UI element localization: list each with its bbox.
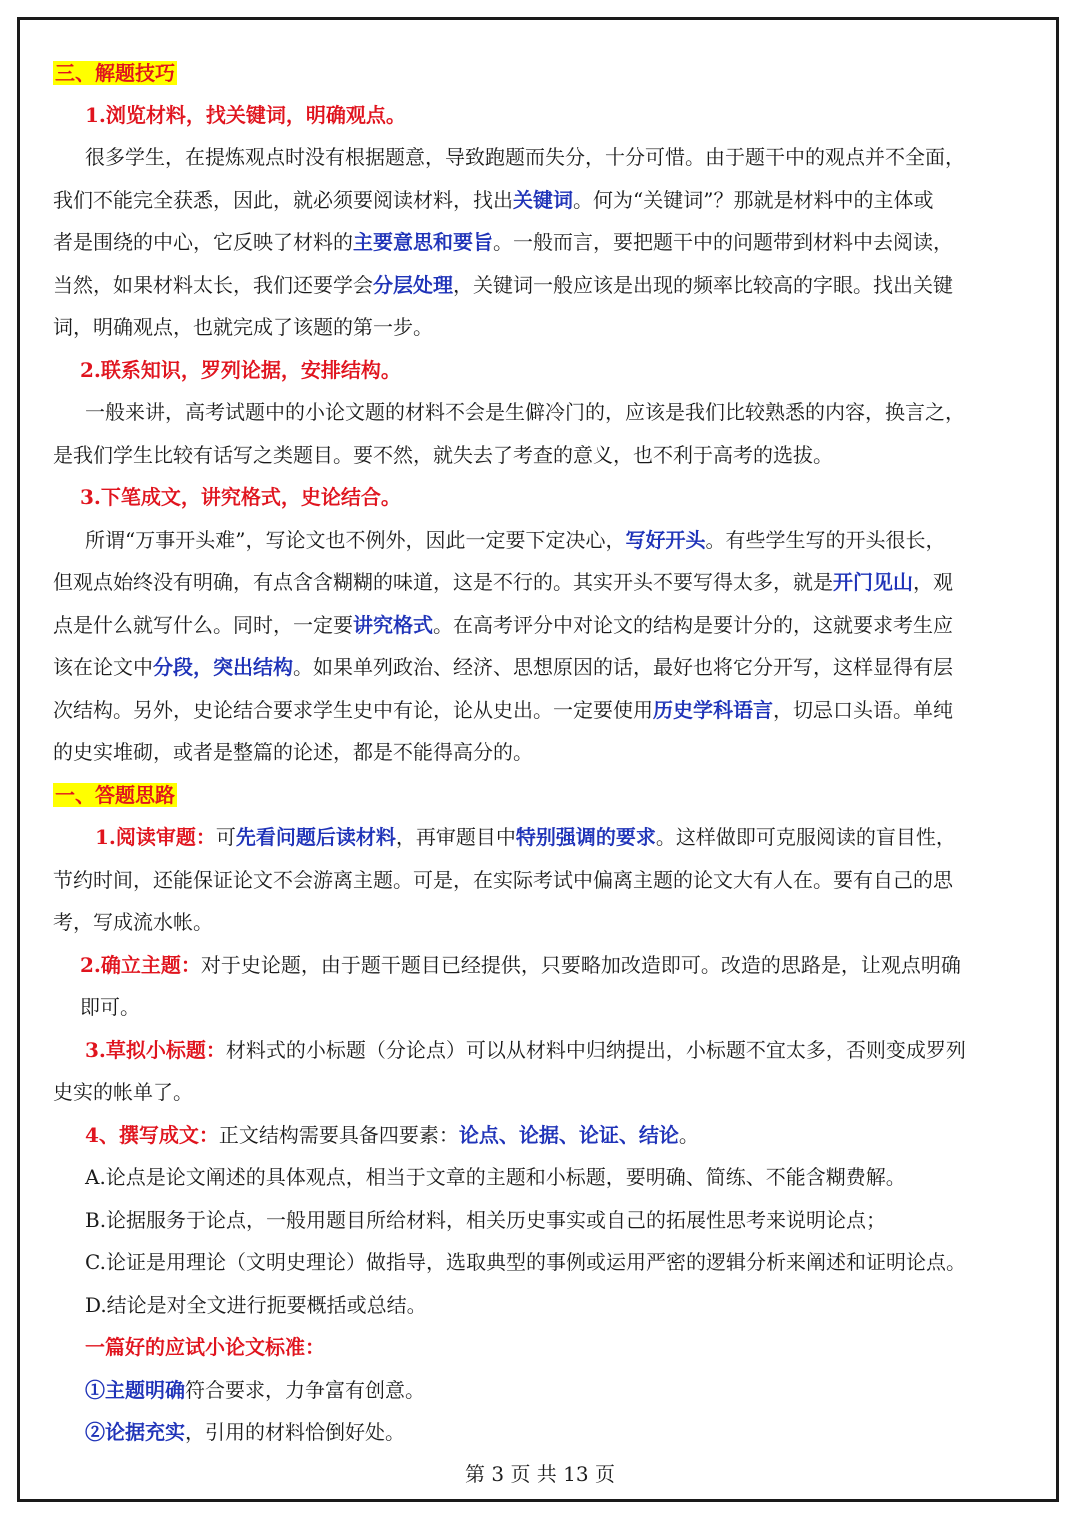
paragraph-line: 一般来讲，高考试题中的小论文题的材料不会是生僻冷门的，应该是我们比较熟悉的内容，换言之， bbox=[85, 400, 965, 424]
paragraph-line: 3.草拟小标题：材料式的小标题（分论点）可以从材料中归纳提出，小标题不宜太多，否则变成罗列 bbox=[85, 1038, 966, 1062]
paragraph-line: 节约时间，还能保证论文不会游离主题。可是，在实际考试中偏离主题的论文大有人在。要有自己的思 bbox=[53, 868, 953, 892]
paragraph-line: 我们不能完全获悉，因此，就必须要阅读材料，找出关键词。何为“关键词”？那就是材料中的主体或 bbox=[53, 188, 934, 212]
paragraph-line: 所谓“万事开头难”，写论文也不例外，因此一定要下定决心，写好开头。有些学生写的开头很长， bbox=[85, 528, 946, 552]
keyword-highlight: 特别强调的要求 bbox=[515, 825, 656, 849]
paragraph-line: 但观点始终没有明确，有点含含糊糊的味道，这是不行的。其实开头不要写得太多，就是开门见山，观 bbox=[53, 570, 953, 594]
paragraph-line: 次结构。另外，史论结合要求学生史中有论，论从史出。一定要使用历史学科语言，切忌口头语。单纯 bbox=[53, 698, 953, 722]
paragraph-line: 2.确立主题：对于史论题，由于题干题目已经提供，只要略加改造即可。改造的思路是，让观点明确 bbox=[80, 953, 961, 977]
section-heading-techniques bbox=[53, 58, 1033, 88]
subheading-3: 3.下笔成文，讲究格式，史论结合。 bbox=[80, 485, 401, 509]
section-heading-approach bbox=[53, 780, 1033, 810]
keyword-highlight: 分段，突出结构 bbox=[153, 655, 293, 679]
page-number: 第 3 页 共 13 页 bbox=[465, 1462, 615, 1486]
keyword-highlight: 先看问题后读材料 bbox=[235, 825, 396, 849]
keyword-highlight: 主要意思和要旨 bbox=[353, 230, 493, 254]
paragraph-line: 当然，如果材料太长，我们还要学会分层处理，关键词一般应该是出现的频率比较高的字眼。找出关键 bbox=[53, 273, 953, 297]
list-item: B.论据服务于论点，一般用题目所给材料，相关历史事实或自己的拓展性思考来说明论点； bbox=[85, 1208, 887, 1232]
section-1-title: 一、答题思路 bbox=[55, 783, 175, 807]
keyword-highlight: 关键词 bbox=[513, 188, 573, 212]
paragraph-line: 考，写成流水帐。 bbox=[53, 910, 213, 934]
paragraph-line: 即可。 bbox=[80, 995, 140, 1019]
paragraph-line: 点是什么就写什么。同时，一定要讲究格式。在高考评分中对论文的结构是要计分的，这就要求考生应 bbox=[53, 613, 953, 637]
list-item: D.结论是对全文进行扼要概括或总结。 bbox=[85, 1293, 427, 1317]
keyword-highlight: 开门见山 bbox=[833, 570, 913, 594]
paragraph-line: 4、撰写成文：正文结构需要具备四要素：论点、论据、论证、结论。 bbox=[85, 1123, 699, 1147]
keyword-highlight: 历史学科语言 bbox=[653, 698, 773, 722]
paragraph-line: 很多学生，在提炼观点时没有根据题意，导致跑题而失分，十分可惜。由于题干中的观点并不全面， bbox=[85, 145, 965, 169]
standard-heading: 一篇好的应试小论文标准： bbox=[85, 1335, 325, 1359]
list-item: ②论据充实，引用的材料恰倒好处。 bbox=[85, 1420, 405, 1444]
subheading-1: 1.浏览材料，找关键词，明确观点。 bbox=[85, 103, 406, 127]
paragraph-line: 史实的帐单了。 bbox=[53, 1080, 193, 1104]
keyword-highlight: 写好开头 bbox=[625, 528, 706, 552]
section-3-title: 三、解题技巧 bbox=[55, 61, 175, 85]
paragraph-line: 词，明确观点，也就完成了该题的第一步。 bbox=[53, 315, 433, 339]
paragraph-line: 该在论文中分段，突出结构。如果单列政治、经济、思想原因的话，最好也将它分开写，这样显得有层 bbox=[53, 655, 953, 679]
list-item: C.论证是用理论（文明史理论）做指导，选取典型的事例或运用严密的逻辑分析来阐述和证明论点。 bbox=[85, 1250, 966, 1274]
paragraph-line: 的史实堆砌，或者是整篇的论述，都是不能得高分的。 bbox=[53, 740, 533, 764]
keyword-highlight: 分层处理 bbox=[373, 273, 453, 297]
paragraph-line: 者是围绕的中心，它反映了材料的主要意思和要旨。一般而言，要把题干中的问题带到材料中去阅读， bbox=[53, 230, 953, 254]
subheading-2: 2.联系知识，罗列论据，安排结构。 bbox=[80, 358, 401, 382]
list-item: A.论点是论文阐述的具体观点，相当于文章的主题和小标题，要明确、简练、不能含糊费解。 bbox=[85, 1165, 906, 1189]
paragraph-line: 1.阅读审题：可先看问题后读材料，再审题目中特别强调的要求。这样做即可克服阅读的盲目性， bbox=[95, 825, 956, 849]
keyword-highlight: 论点、论据、论证、结论 bbox=[458, 1123, 679, 1147]
keyword-highlight: 讲究格式 bbox=[353, 613, 433, 637]
list-item: ①主题明确符合要求，力争富有创意。 bbox=[85, 1378, 425, 1402]
paragraph-line: 是我们学生比较有话写之类题目。要不然，就失去了考查的意义，也不利于高考的选拔。 bbox=[53, 443, 833, 467]
